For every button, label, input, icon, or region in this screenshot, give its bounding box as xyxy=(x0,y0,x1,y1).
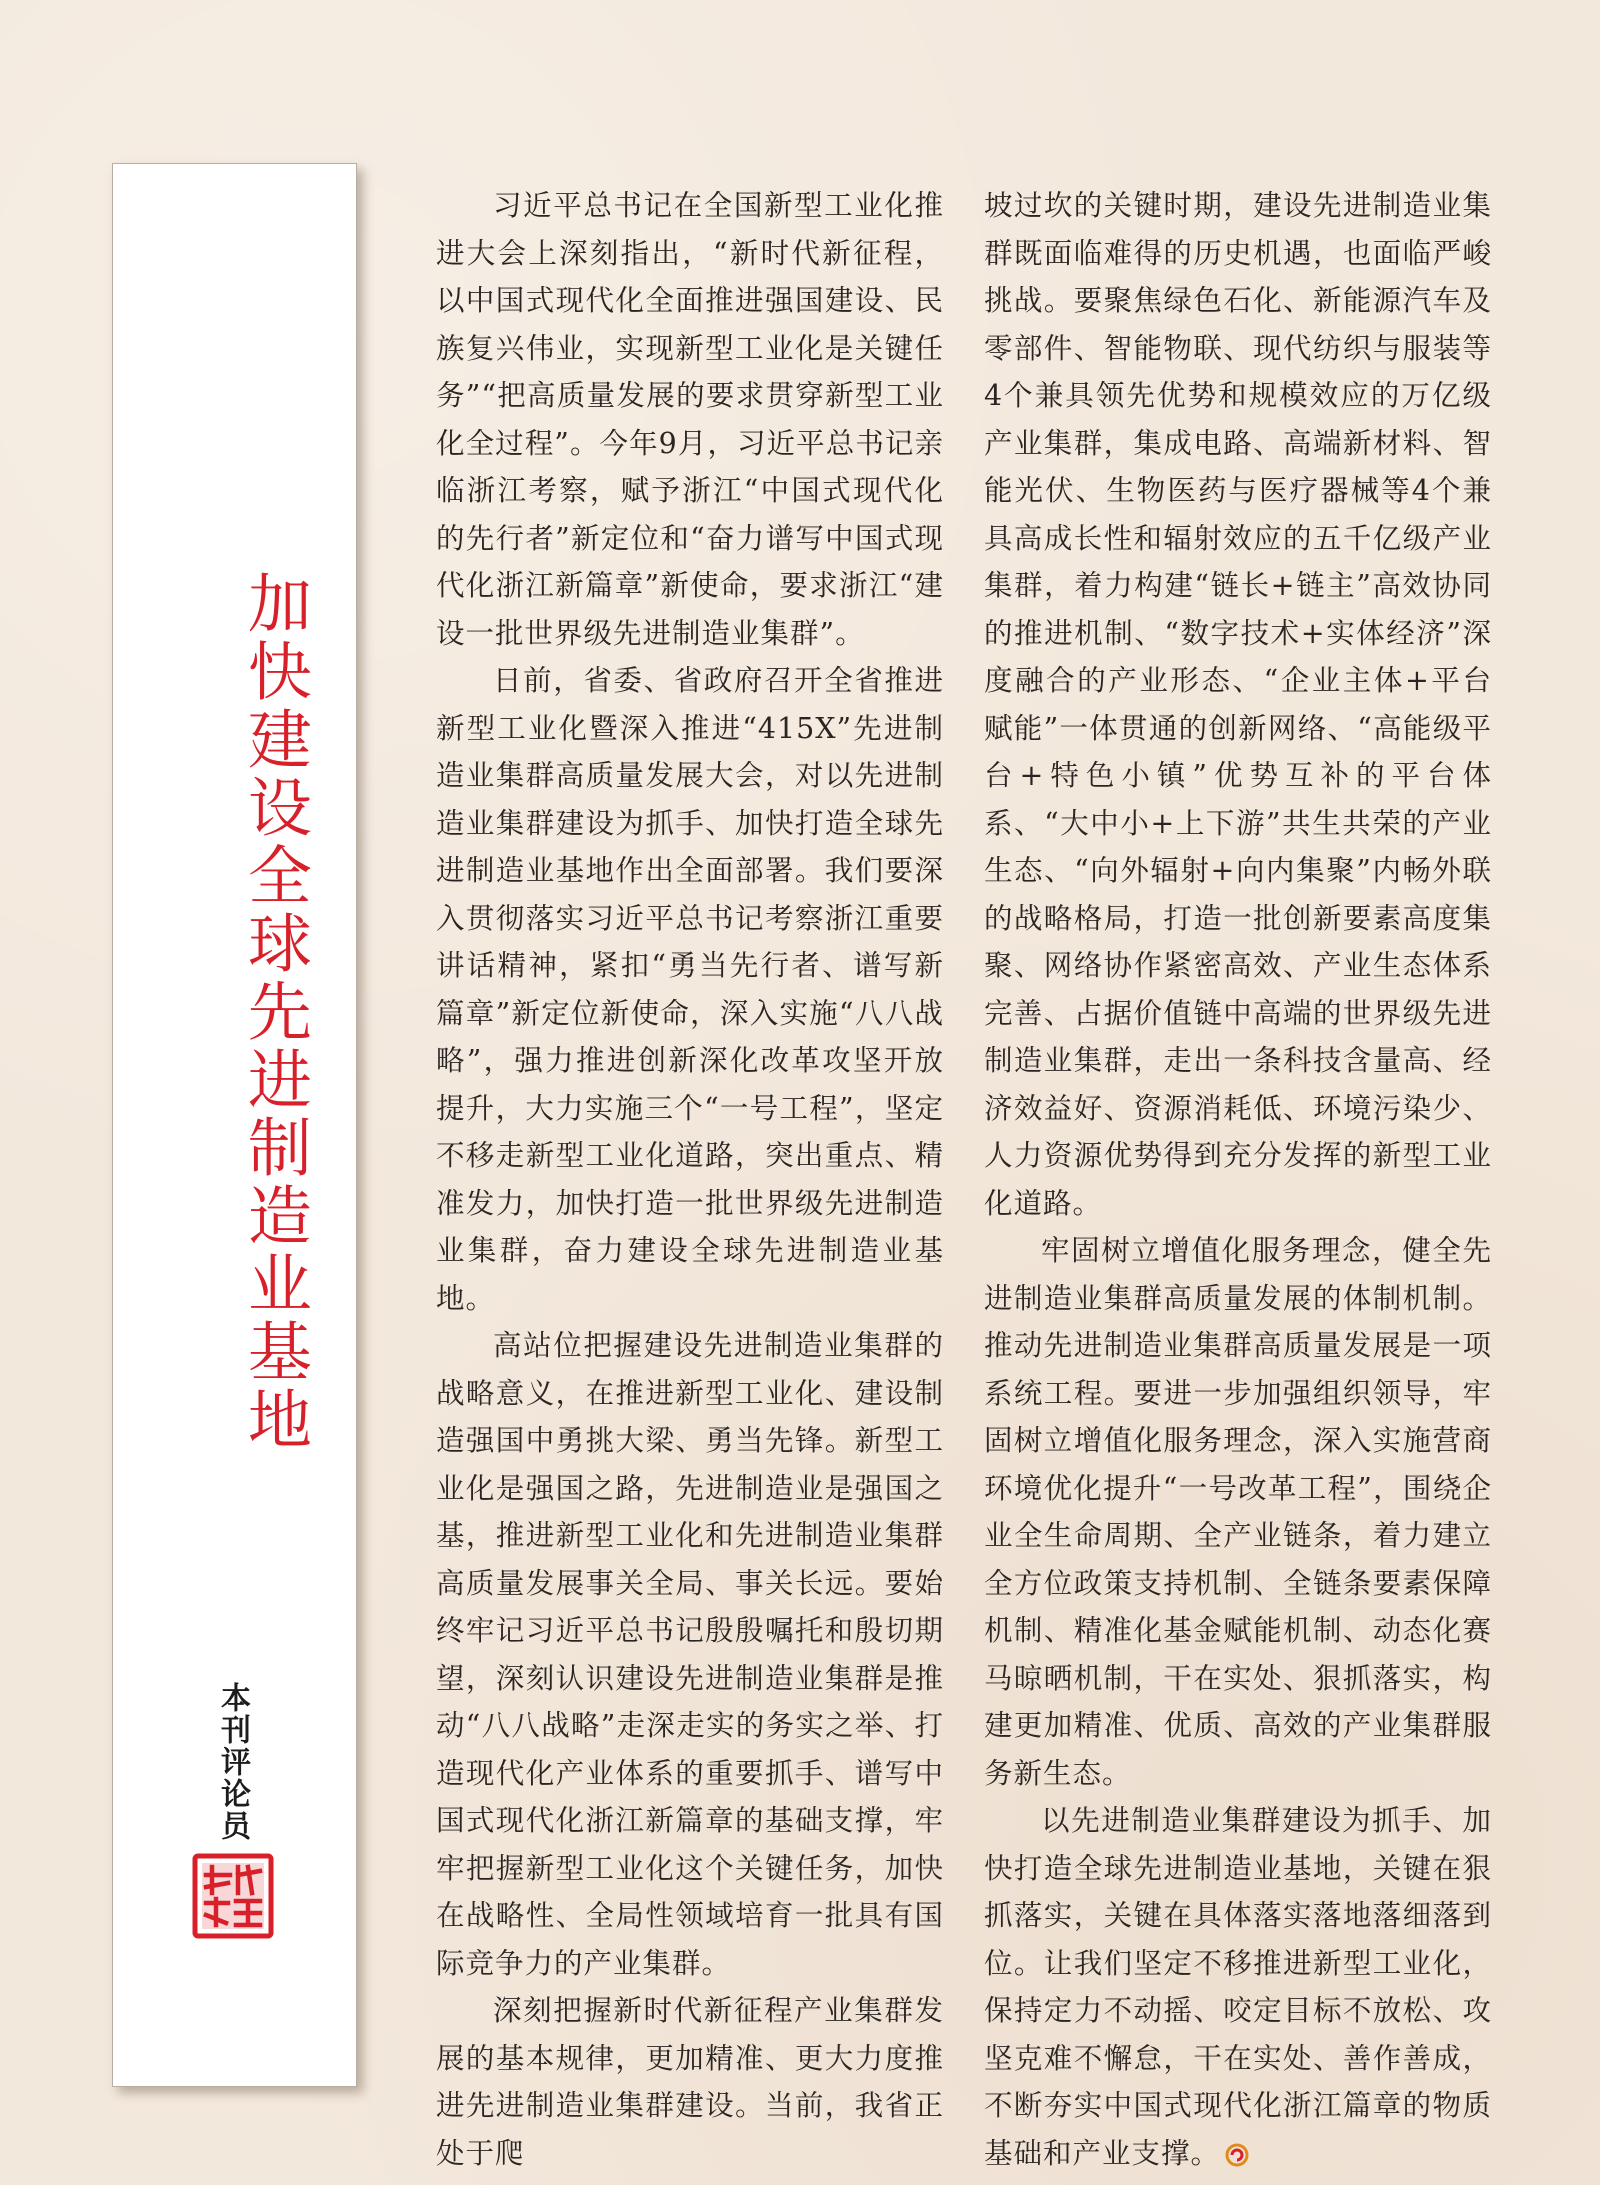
paragraph: 深刻把握新时代新征程产业集群发展的基本规律，更加精准、更大力度推进先进制造业集群建设。当前，我省正处于爬 xyxy=(436,1994,944,2170)
left-text-column xyxy=(436,182,944,2177)
author-byline: 本刊评论员 xyxy=(215,1682,250,1842)
paragraph: 日前，省委、省政府召开全省推进新型工业化暨深入推进“415X”先进制造业集群高质量发展大会，对以先进制造业集群建设为抓手、加快打造全球先进制造业基地作出全面部署。我们要深入贯彻落实习近平总书记考察浙江重要讲话精神，紧扣“勇当先行者、谱写新篇章”新定位新使命，深入实施“八八战略”，强力推进创新深化改革攻坚开放提升，大力实施三个“一号工程”，坚定不移走新型工业化道路，突出重点、精准发力，加快打造一批世界级先进制造业集群，奋力建设全球先进制造业基地。 xyxy=(436,664,944,1315)
article-title: 加快建设全球先进制造业基地 xyxy=(236,570,311,1454)
paragraph-continuation: 坡过坎的关键时期，建设先进制造业集群既面临难得的历史机遇，也面临严峻挑战。要聚焦绿色石化、新能源汽车及零部件、智能物联、现代纺织与服装等4个兼具领先优势和规模效应的万亿级产业集群，集成电路、高端新材料、智能光伏、生物医药与医疗器械等4个兼具高成长性和辐射效应的五千亿级产业集群，着力构建“链长+链主”高效协同的推进机制、“数字技术+实体经济”深度融合的产业形态、“企业主体+平台赋能”一体贯通的创新网络、“高能级平台+特色小镇”优势互补的平台体系、“大中小+上下游”共生共荣的产业生态、“向外辐射+向内集聚”内畅外联的战略格局，打造一批创新要素高度集聚、网络协作紧密高效、产业生态体系完善、占据价值链中高端的世界级先进制造业集群，走出一条科技含量高、经济效益好、资源消耗低、环境污染少、人力资源优势得到充分发挥的新型工业化道路。 xyxy=(984,189,1492,1220)
paragraph-final-text: 以先进制造业集群建设为抓手、加快打造全球先进制造业基地，关键在狠抓落实，关键在具体落实落地落细落到位。让我们坚定不移推进新型工业化，保持定力不动摇、咬定目标不放松、攻坚克难不懈怠，干在实处、善作善成，不断夯实中国式现代化浙江篇章的物质基础和产业支撑。 xyxy=(984,1804,1492,2170)
paragraph: 高站位把握建设先进制造业集群的战略意义，在推进新型工业化、建设制造强国中勇挑大梁、勇当先锋。新型工业化是强国之路，先进制造业是强国之基，推进新型工业化和先进制造业集群高质量发展事关全局、事关长远。要始终牢记习近平总书记殷殷嘱托和殷切期望，深刻认识建设先进制造业集群是推动“八八战略”走深走实的务实之举、打造现代化产业体系的重要抓手、谱写中国式现代化浙江新篇章的基础支撑，牢牢把握新型工业化这个关键任务，加快在战略性、全局性领域培育一批具有国际竞争力的产业集群。 xyxy=(436,1329,944,1980)
red-seal-stamp xyxy=(192,1853,274,1939)
paragraph-final xyxy=(984,1797,1492,2177)
end-mark-icon xyxy=(1224,2142,1250,2168)
right-text-column xyxy=(984,182,1492,2177)
paragraph: 习近平总书记在全国新型工业化推进大会上深刻指出，“新时代新征程，以中国式现代化全面推进强国建设、民族复兴伟业，实现新型工业化是关键任务”“把高质量发展的要求贯穿新型工业化全过程”。今年9月，习近平总书记亲临浙江考察，赋予浙江“中国式现代化的先行者”新定位和“奋力谱写中国式现代化浙江新篇章”新使命，要求浙江“建设一批世界级先进制造业集群”。 xyxy=(436,189,944,650)
paragraph: 牢固树立增值化服务理念，健全先进制造业集群高质量发展的体制机制。推动先进制造业集群高质量发展是一项系统工程。要进一步加强组织领导，牢固树立增值化服务理念，深入实施营商环境优化提升“一号改革工程”，围绕企业全生命周期、全产业链条，着力建立全方位政策支持机制、全链条要素保障机制、精准化基金赋能机制、动态化赛马晾晒机制，干在实处、狠抓落实，构建更加精准、优质、高效的产业集群服务新生态。 xyxy=(984,1234,1492,1790)
